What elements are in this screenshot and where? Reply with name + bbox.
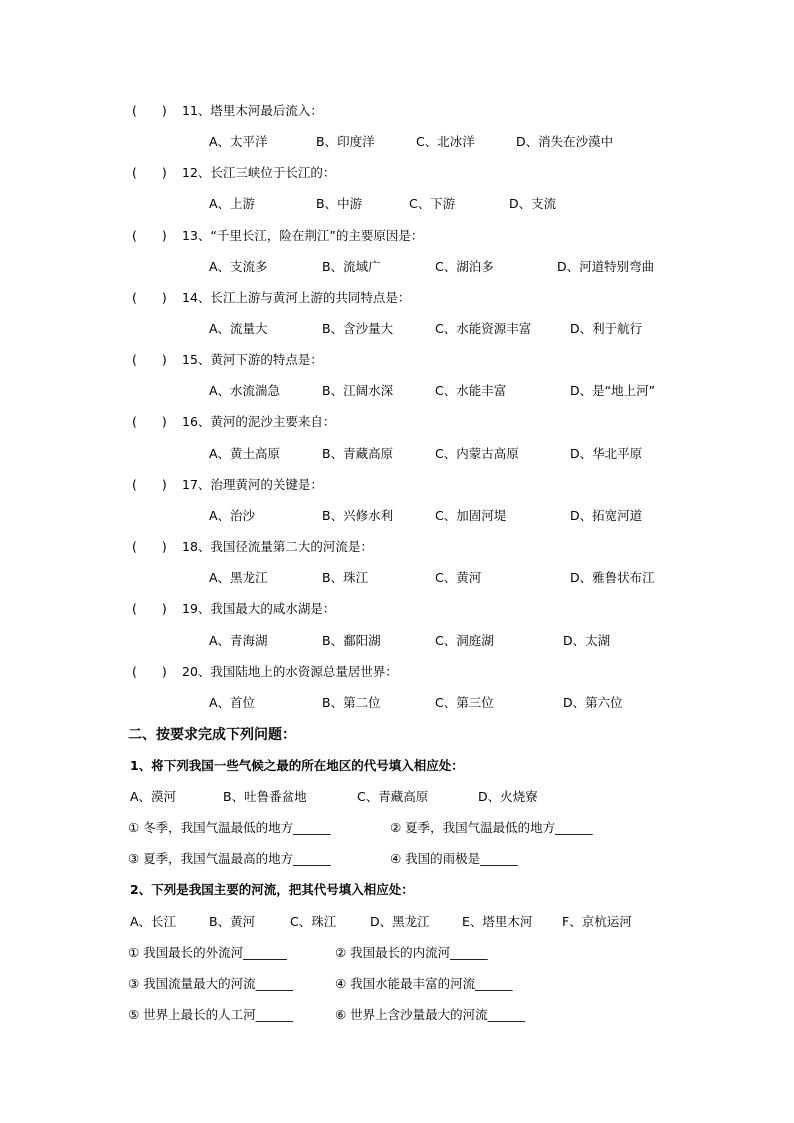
- option-c: C、加固河堤: [435, 508, 507, 523]
- question-text: 12、长江三峡位于长江的：: [182, 165, 336, 180]
- option-b: B、中游: [316, 196, 363, 211]
- question-text: 13、“千里长江，险在荆江”的主要原因是：: [182, 228, 424, 243]
- question-2-title: 2、下列是我国主要的河流，把其代号填入相应处：: [130, 882, 414, 897]
- option-a: A、水流湍急: [209, 383, 281, 398]
- option-c: C、水能丰富: [435, 383, 507, 398]
- answer-paren[interactable]: ( ): [132, 290, 167, 305]
- option-c: C、青藏高原: [357, 789, 429, 804]
- question-text: 17、治理黄河的关键是：: [182, 477, 323, 492]
- fill-blank[interactable]: ④ 我国水能最丰富的河流______: [335, 976, 513, 991]
- option-c: C、洞庭湖: [435, 633, 494, 648]
- answer-paren[interactable]: ( ): [132, 228, 167, 243]
- fill-blank[interactable]: ② 我国最长的内流河______: [335, 945, 488, 960]
- option-a: A、漠河: [130, 789, 177, 804]
- answer-paren[interactable]: ( ): [132, 664, 167, 679]
- answer-paren[interactable]: ( ): [132, 352, 167, 367]
- fill-blank[interactable]: ③ 夏季，我国气温最高的地方______: [128, 851, 331, 866]
- option-b: B、鄱阳湖: [322, 633, 381, 648]
- option-a: A、治沙: [209, 508, 256, 523]
- option-c: C、第三位: [435, 695, 494, 710]
- option-f: F、京杭运河: [562, 914, 632, 929]
- question-text: 14、长江上游与黄河上游的共同特点是：: [182, 290, 411, 305]
- option-d: D、火烧寮: [478, 789, 538, 804]
- option-a: A、黄土高原: [209, 446, 281, 461]
- option-d: D、河道特别弯曲: [557, 259, 655, 274]
- fill-blank[interactable]: ① 冬季，我国气温最低的地方______: [128, 820, 331, 835]
- fill-blank[interactable]: ② 夏季，我国气温最低的地方______: [390, 820, 593, 835]
- option-b: B、珠江: [322, 570, 369, 585]
- option-b: B、黄河: [209, 914, 256, 929]
- option-b: B、印度洋: [316, 134, 375, 149]
- option-d: D、消失在沙漠中: [516, 134, 614, 149]
- option-b: B、兴修水利: [322, 508, 394, 523]
- option-b: B、第二位: [322, 695, 381, 710]
- answer-paren[interactable]: ( ): [132, 165, 167, 180]
- question-text: 16、黄河的泥沙主要来自：: [182, 414, 336, 429]
- section-heading: 二、按要求完成下列问题：: [128, 727, 296, 743]
- option-a: A、黑龙江: [209, 570, 268, 585]
- question-text: 20、我国陆地上的水资源总量居世界：: [182, 664, 398, 679]
- option-d: D、黑龙江: [370, 914, 430, 929]
- answer-paren[interactable]: ( ): [132, 103, 167, 118]
- fill-blank[interactable]: ④ 我国的雨极是______: [390, 851, 518, 866]
- option-c: C、湖泊多: [435, 259, 494, 274]
- option-a: A、长江: [130, 914, 177, 929]
- option-b: B、江阔水深: [322, 383, 394, 398]
- option-b: B、青藏高原: [322, 446, 394, 461]
- option-e: E、塔里木河: [462, 914, 533, 929]
- fill-blank[interactable]: ① 我国最长的外流河_______: [128, 945, 287, 960]
- option-d: D、第六位: [563, 695, 623, 710]
- question-text: 19、我国最大的咸水湖是：: [182, 601, 336, 616]
- option-c: C、内蒙古高原: [435, 446, 519, 461]
- option-c: C、下游: [409, 196, 456, 211]
- option-a: A、支流多: [209, 259, 268, 274]
- answer-paren[interactable]: ( ): [132, 477, 167, 492]
- option-b: B、含沙量大: [322, 321, 394, 336]
- option-b: B、吐鲁番盆地: [223, 789, 307, 804]
- option-d: D、拓宽河道: [570, 508, 643, 523]
- option-a: A、流量大: [209, 321, 268, 336]
- fill-blank[interactable]: ③ 我国流量最大的河流______: [128, 976, 294, 991]
- answer-paren[interactable]: ( ): [132, 414, 167, 429]
- option-d: D、太湖: [563, 633, 611, 648]
- option-c: C、珠江: [290, 914, 337, 929]
- option-b: B、流域广: [322, 259, 381, 274]
- option-d: D、华北平原: [570, 446, 643, 461]
- answer-paren[interactable]: ( ): [132, 539, 167, 554]
- fill-blank[interactable]: ⑤ 世界上最长的人工河______: [128, 1007, 294, 1022]
- fill-blank[interactable]: ⑥ 世界上含沙量最大的河流______: [335, 1007, 526, 1022]
- question-1-title: 1、将下列我国一些气候之最的所在地区的代号填入相应处：: [130, 758, 464, 773]
- option-d: D、雅鲁状布江: [570, 570, 655, 585]
- option-d: D、利于航行: [570, 321, 643, 336]
- question-text: 11、塔里木河最后流入：: [182, 103, 323, 118]
- option-c: C、水能资源丰富: [435, 321, 532, 336]
- option-c: C、北冰洋: [416, 134, 475, 149]
- option-c: C、黄河: [435, 570, 482, 585]
- option-d: D、支流: [509, 196, 557, 211]
- option-a: A、太平洋: [209, 134, 268, 149]
- option-a: A、上游: [209, 196, 256, 211]
- question-text: 15、黄河下游的特点是：: [182, 352, 323, 367]
- option-a: A、首位: [209, 695, 256, 710]
- option-d: D、是“地上河”: [570, 383, 656, 398]
- question-text: 18、我国径流量第二大的河流是：: [182, 539, 373, 554]
- option-a: A、青海湖: [209, 633, 268, 648]
- answer-paren[interactable]: ( ): [132, 601, 167, 616]
